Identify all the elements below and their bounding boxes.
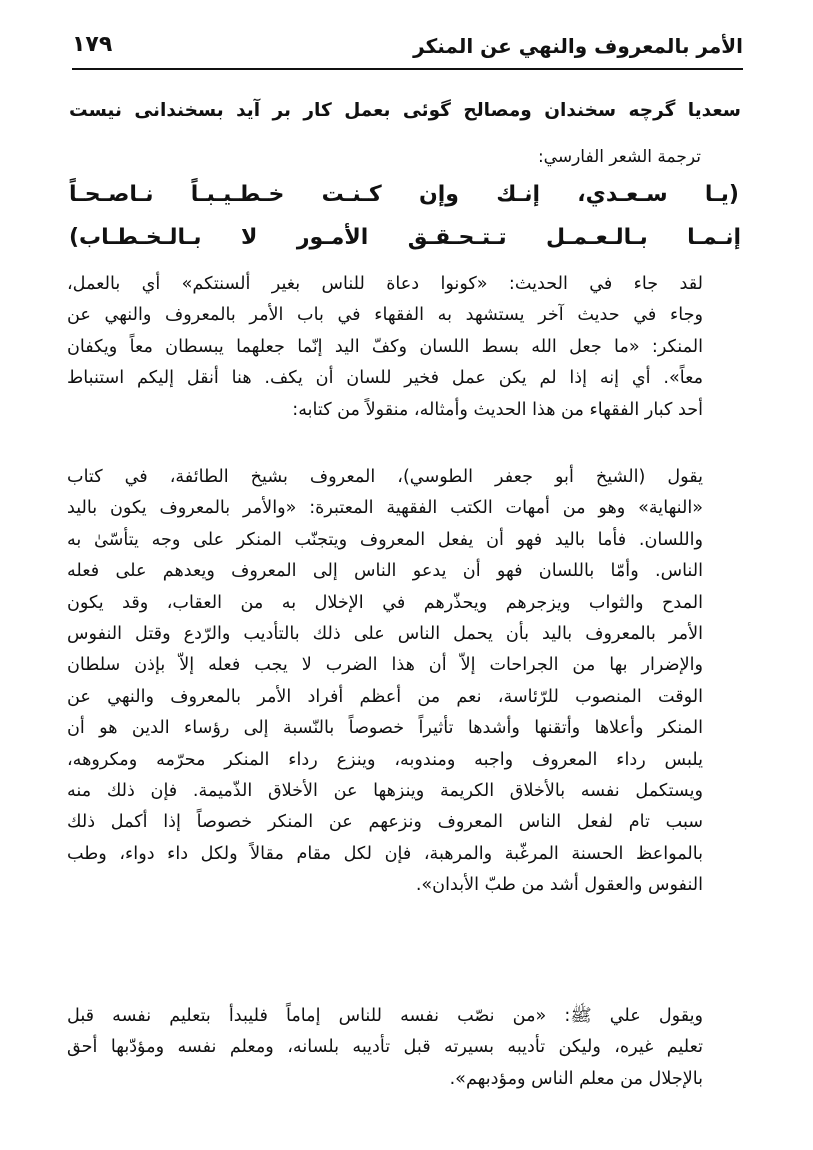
text-line: الناس. وأمّا باللسان فهو أن يدعو الناس إلى المعروف ويعدهم على فعله bbox=[67, 561, 703, 582]
arabic-verse-line-2: إنـمـا بـالـعـمـل تـتـحـقـق الأمـور لا بـالـخـطـاب) bbox=[69, 225, 741, 250]
text-line: الوقت المنصوب للرّئاسة، نعم من أعظم أفراد الأمر بالمعروف والنهي عن bbox=[67, 686, 703, 707]
text-line: المنكر وأعلاها وأتقنها وأشدها تأثيراً خصوصاً بالنّسبة إلى رؤساء الدين هو أن bbox=[67, 718, 703, 739]
text-line: والإضرار بها من الجراحات إلاّ أن هذا الضرب لا يجب فعله إلاّ بإذن سلطان bbox=[67, 655, 703, 676]
text-line: ويقول علي ﷺ: «من نصّب نفسه للناس إماماً فليبدأ بتعليم نفسه قبل bbox=[67, 1006, 703, 1026]
paragraph-ali bbox=[67, 1001, 741, 1095]
paragraph-tusi bbox=[67, 462, 741, 902]
paragraph-hadith bbox=[67, 269, 741, 426]
text-line: سبب تام لفعل الناس المعروف ونزعهم عن المنكر خصوصاً إذا أكمل ذلك bbox=[67, 812, 703, 833]
text-line: يلبس رداء المعروف واجبه ومندوبه، وينزع رداء المنكر محرّمه ومكروهه، bbox=[67, 749, 703, 770]
text-line: الأمر بالمعروف باليد بأن يحمل الناس على ذلك بالتأديب والرّدع وقتل النفوس bbox=[67, 624, 703, 645]
running-title: الأمر بالمعروف والنهي عن المنكر bbox=[413, 34, 743, 58]
translation-label: ترجمة الشعر الفارسي: bbox=[537, 147, 701, 167]
page-number: ١٧٩ bbox=[72, 32, 113, 57]
text-line: بالمواعظ الحسنة المرغّبة والمرهبة، فإن لكل مقام مقالاً ولكل داء دواء، وطب bbox=[67, 843, 703, 864]
page-header bbox=[72, 28, 743, 70]
arabic-verse-line-1: (يـا سـعـدي، إنـك وإن كـنـت خـطـيـبـاً نـاصـحـاً bbox=[69, 182, 739, 207]
text-line: بالإجلال من معلم الناس ومؤدبهم». bbox=[449, 1068, 703, 1089]
text-line: المنكر: «ما جعل الله بسط اللسان وكفّ اليد إنّما جعلهما يبسطان معاً ويكفان bbox=[67, 336, 703, 357]
persian-verse: سعديا گرچه سخندان ومصالح گوئى بعمل كار بر آيد بسخندانى نيست bbox=[69, 100, 741, 121]
text-line: واللسان. فأما باليد فهو أن يفعل المعروف ويتجنّب المنكر على وجه يتأسّىٰ به bbox=[67, 529, 703, 550]
text-line: أحد كبار الفقهاء من هذا الحديث وأمثاله، منقولاً من كتابه: bbox=[292, 399, 703, 420]
text-line: المدح والثواب ويزجرهم ويحذّرهم في الإخلال به من العقاب، وقد يكون bbox=[67, 592, 703, 613]
text-line: ويستكمل نفسه بالأخلاق الكريمة وينزهها عن الأخلاق الذّميمة. فإن ذلك منه bbox=[67, 781, 703, 802]
text-line: وجاء في حديث آخر يستشهد به الفقهاء في باب الأمر بالمعروف والنهي عن bbox=[67, 305, 703, 326]
text-line: «النهاية» وهو من أمهات الكتب الفقهية المعتبرة: «والأمر بالمعروف يكون باليد bbox=[67, 498, 703, 519]
text-line: لقد جاء في الحديث: «كونوا دعاة للناس بغير ألسنتكم» أي بالعمل، bbox=[67, 274, 703, 294]
text-line: تعليم غيره، وليكن تأديبه بسيرته قبل تأديبه بلسانه، ومعلم نفسه ومؤدّبها أحق bbox=[67, 1037, 703, 1058]
text-line: معاً». أي إنه إذا لم يكن عمل فخير للسان أن يكف. هنا أنقل إليكم استنباط bbox=[67, 368, 703, 389]
text-line: يقول (الشيخ أبو جعفر الطوسي)، المعروف بشيخ الطائفة، في كتاب bbox=[67, 467, 703, 487]
text-line: النفوس والعقول أشد من طبّ الأبدان». bbox=[415, 875, 703, 896]
